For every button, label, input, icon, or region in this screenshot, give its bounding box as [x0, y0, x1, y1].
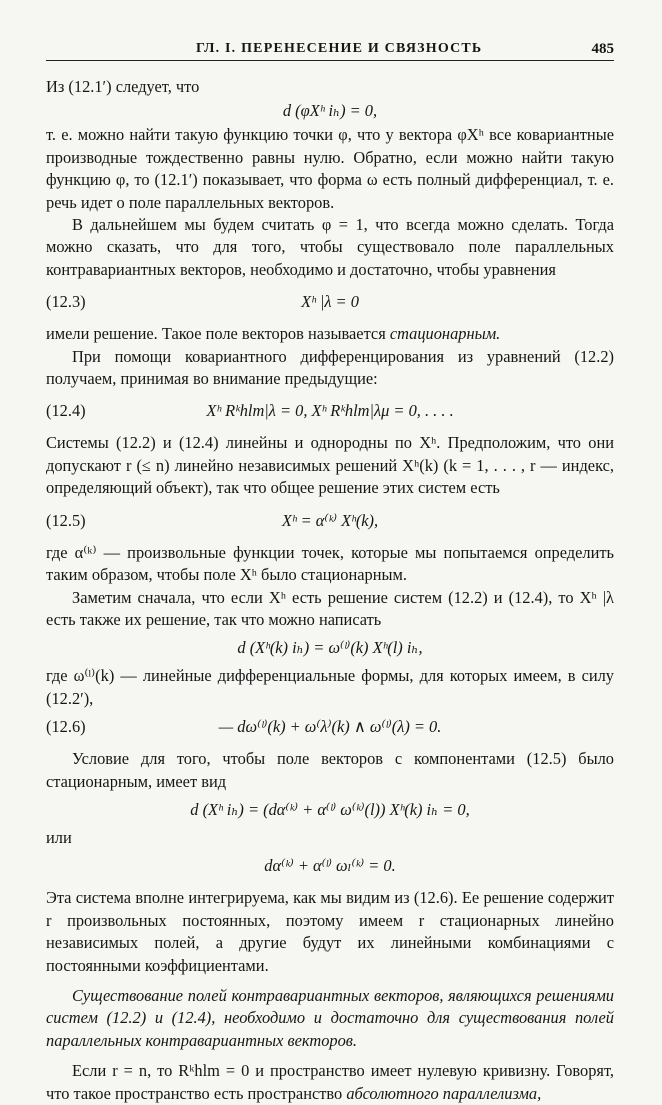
equation-formula: — dω⁽ˡ⁾(k) + ω⁽λ⁾(k) ∧ ω⁽ˡ⁾(λ) = 0. [218, 717, 442, 737]
paragraph-5: При помощи ковариантного дифференцирования из уравнений (12.2) получаем, принимая во внимание предыдущие: [46, 346, 614, 389]
equation-formula: Xʰ = α⁽ᵏ⁾ Xʰ(k), [281, 510, 379, 530]
chapter-title: ГЛ. I. ПЕРЕНЕСЕНИЕ И СВЯЗНОСТЬ [196, 41, 483, 56]
equation-d-formula: dα⁽ᵏ⁾ + α⁽ˡ⁾ ωₗ⁽ᵏ⁾ = 0. [264, 856, 396, 876]
paragraph-6: Системы (12.2) и (12.4) линейны и однородны по Xʰ. Предположим, что они допускают r (≤ n) линейно независимых решений Xʰ(k) (k = 1, . . . , r — индекс, определяющий объект), так что общее решение этих систем есть [46, 433, 614, 498]
equation-12-5 [46, 504, 614, 538]
paragraph-1: Из (12.1′) следует, что [46, 77, 200, 96]
equation-number: (12.4) [46, 401, 86, 421]
equation-number: (12.6) [46, 717, 86, 737]
equation-12-6 [46, 710, 614, 744]
equation-c [46, 793, 614, 827]
paragraph-11: или [46, 827, 72, 847]
equation-formula: Xʰ |λ = 0 [301, 292, 359, 312]
equation-a-formula: d (φXʰ iₕ) = 0, [282, 101, 378, 121]
paragraph-10: Условие для того, чтобы поле векторов с компонентами (12.5) было стационарным, имеет вид [46, 749, 614, 791]
equation-b [46, 631, 614, 665]
equation-b-formula: d (Xʰ(k) iₕ) = ω⁽ˡ⁾(k) Xʰ(l) iₕ, [237, 638, 423, 658]
paragraph-7: где α⁽ᵏ⁾ — произвольные функции точек, которые мы попытаемся определить таким образом, чтобы поле Xʰ было стационарным. [46, 542, 614, 585]
theorem-statement: Существование полей контравариантных векторов, являющихся решениями систем (12.2) и (12.4), необходимо и достаточно для существования полей параллельных контравариантных векторов. [46, 985, 614, 1050]
running-header [46, 38, 614, 61]
paragraph-4-text: имели решение. Такое поле векторов называется [46, 324, 390, 344]
page-number: 485 [591, 41, 614, 57]
equation-number: (12.3) [46, 292, 86, 312]
equation-d [46, 849, 614, 883]
equation-12-4 [46, 394, 614, 428]
paragraph-4 [46, 323, 614, 345]
paragraph-12: Эта система вполне интегрируема, как мы видим из (12.6). Ее решение содержит r произвольных постоянных, поэтому имеем r стационарных линейно независимых полей, а другие будут их линейными комбинациями с постоянными коэффициентами. [46, 888, 614, 975]
term-stationary: стационарным. [389, 324, 501, 344]
paragraph-14 [46, 1060, 614, 1105]
paragraph-14-text: Если r = n, то Rᵏhlm = 0 и пространство имеет нулевую кривизну. Говорят, что такое пространство есть пространство [46, 1061, 614, 1103]
paragraph-2: т. е. можно найти такую функцию точки φ, что у вектора φXʰ все ковариантные производные тождественно равны нулю. Обратно, если можно найти такую функцию φ, то (12.1′) показывает, что форма ω есть полный дифференциал, т. е. речь идет о поле параллельных векторов. [46, 125, 614, 212]
term-absolute-parallelism: абсолютного параллелизма, [346, 1083, 542, 1103]
equation-number: (12.5) [46, 510, 86, 530]
equation-formula: Xʰ Rᵏhlm|λ = 0, Xʰ Rᵏhlm|λμ = 0, . . . . [206, 401, 454, 421]
paragraph-3: В дальнейшем мы будем считать φ = 1, что всегда можно сделать. Тогда можно сказать, что для того, чтобы существовало поле параллельных контравариантных векторов, необходимо и достаточно, чтобы уравнения [46, 215, 614, 279]
equation-12-3 [46, 285, 614, 319]
paragraph-9: где ω⁽ˡ⁾(k) — линейные дифференциальные формы, для которых имеем, в силу (12.2′), [46, 666, 614, 708]
equation-c-formula: d (Xʰ iₕ) = (dα⁽ᵏ⁾ + α⁽ˡ⁾ ω⁽ᵏ⁾(l)) Xʰ(k) iₕ = 0, [190, 799, 470, 819]
paragraph-8: Заметим сначала, что если Xʰ есть решение систем (12.2) и (12.4), то Xʰ |λ есть также их решение, так что можно написать [46, 587, 614, 629]
equation-a [46, 98, 614, 124]
page-body [46, 76, 614, 1105]
